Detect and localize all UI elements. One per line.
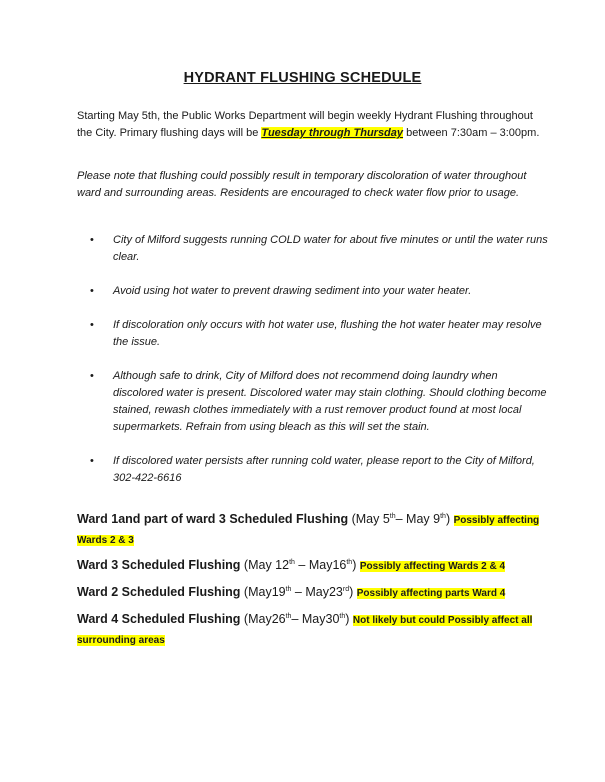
ward-schedule-4 [77,610,547,650]
ward-dates: (May 5th– May 9th) [348,512,454,526]
page-title: HYDRANT FLUSHING SCHEDULE [183,70,422,86]
advice-item: • If discolored water persists after running cold water, please report to the City of Milford, 302-422-6616 [90,453,550,487]
advice-item: • If discoloration only occurs with hot water use, flushing the hot water heater may resolve the issue. [90,317,550,351]
advice-list [90,232,550,487]
ward-schedule-2 [77,583,547,603]
ward-impact-note: Possibly affecting Wards 2 & 3 [77,515,540,546]
ward-impact-note: Not likely but could Possibly affect all surrounding areas [77,615,533,646]
ward-title: Ward 1and part of ward 3 Scheduled Flushing [77,512,349,526]
advice-item: • City of Milford suggests running COLD water for about five minutes or until the water runs clear. [90,232,550,266]
ward-impact-note: Possibly affecting parts Ward 4 [356,588,506,599]
intro-paragraph [77,108,547,142]
ward-title: Ward 2 Scheduled Flushing [77,585,241,599]
flushing-days-highlight: Tuesday through Thursday [261,127,404,139]
ward-schedule-3 [77,556,547,576]
ward-schedule-1 [77,510,547,550]
intro-text-after: between 7:30am – 3:00pm. [403,127,540,139]
discoloration-note: Please note that flushing could possibly result in temporary discoloration of water throughout ward and surrounding areas. Residents are encouraged to check water flow prior to usage. [77,170,527,199]
ward-dates: (May26th– May30th) [240,612,353,626]
advice-item: • Although safe to drink, City of Milford does not recommend doing laundry when discolored water is present. Discolored water may stain clothing. Should clothing become stained, rewash clothes immediately with a rust remover product found at most local supermarkets. Refrain from using bleach as this will set the stain. [90,368,550,436]
ward-title: Ward 4 Scheduled Flushing [77,612,241,626]
ward-dates: (May 12th – May16th) [240,558,360,572]
intro-text-before: Starting May 5th, the Public Works Department will begin weekly Hydrant Flushing throughout the City. Primary flushing days will be [77,110,533,139]
ward-dates: (May19th – May23rd) [240,585,357,599]
advice-item: • Avoid using hot water to prevent drawing sediment into your water heater. [90,283,550,300]
ward-title: Ward 3 Scheduled Flushing [77,558,241,572]
ward-impact-note: Possibly affecting Wards 2 & 4 [359,561,506,572]
